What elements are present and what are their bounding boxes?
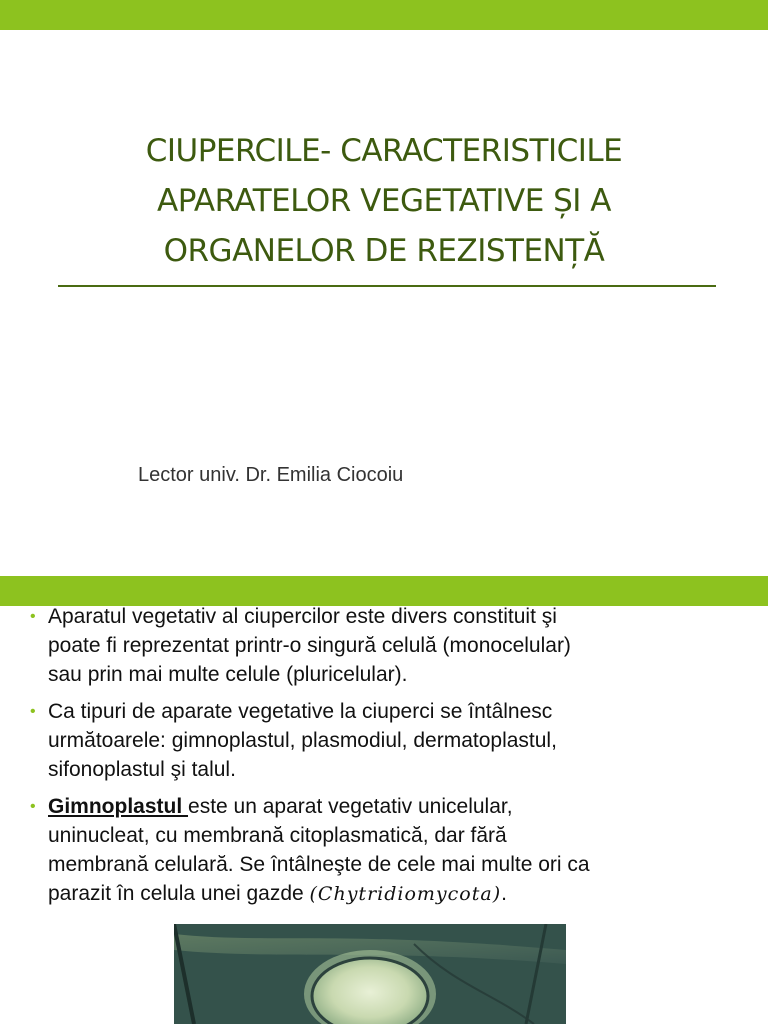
title-line-3: ORGANELOR DE REZISTENȚĂ xyxy=(163,233,605,269)
title-line-2: APARATELOR VEGETATIVE ȘI A xyxy=(156,183,612,219)
bullet-icon: • xyxy=(30,798,36,815)
bullet-icon: • xyxy=(30,608,36,625)
content-slide xyxy=(0,576,768,1024)
slide-subtitle: Lector univ. Dr. Emilia Ciocoiu xyxy=(138,464,404,486)
list-item: • Gimnoplastul este un aparat vegetativ unicelular, uninucleat, cu membrană citoplasmatică, dar fără membrană celulară. Se întâlneşte de cele mai multe ori ca parazit în celula unei gazde (Chytridiomycota). xyxy=(30,792,750,909)
term-gimnoplastul: Gimnoplastul xyxy=(48,795,189,818)
slide-title xyxy=(60,126,708,276)
bullet-list xyxy=(30,602,750,917)
list-item: • Ca tipuri de aparate vegetative la ciuperci se întâlnesc următoarele: gimnoplastul, plasmodiul, dermatoplastul, sifonoplastul şi talul. xyxy=(30,697,750,784)
title-divider xyxy=(58,285,716,287)
taxon-name: (Chytridiomycota) xyxy=(309,883,502,905)
title-line-1: CIUPERCILE- CARACTERISTICILE xyxy=(145,133,623,169)
top-accent-bar xyxy=(0,0,768,30)
microscope-cell-photo-icon xyxy=(174,924,566,1024)
bullet-icon: • xyxy=(30,703,36,720)
list-item: • Aparatul vegetativ al ciupercilor este divers constituit şi poate fi reprezentat printr-o singură celulă (monocelular) sau prin mai multe celule (pluricelular). xyxy=(30,602,750,689)
